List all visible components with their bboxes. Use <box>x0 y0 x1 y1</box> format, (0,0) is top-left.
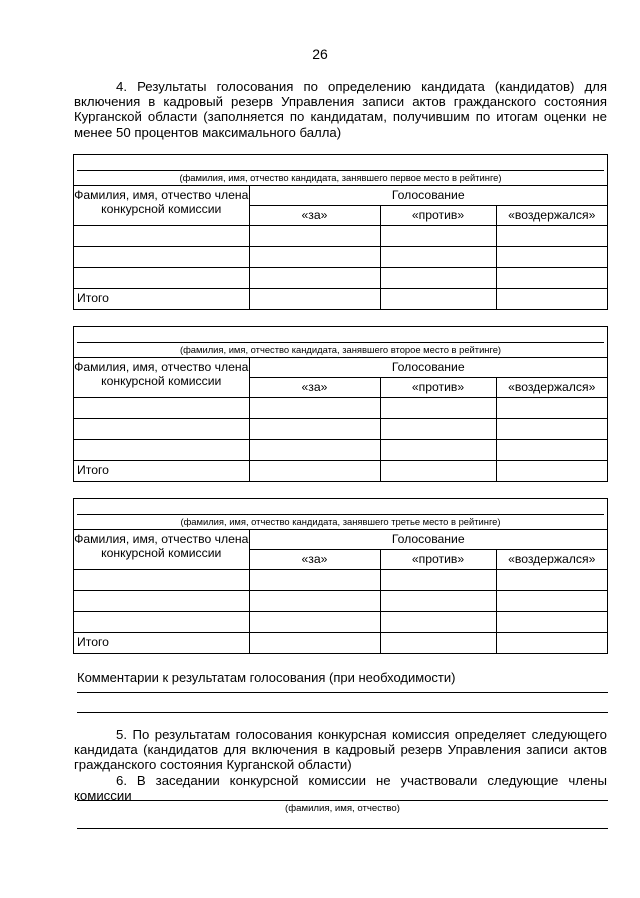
col-abstain: «воздержался» <box>496 550 607 570</box>
member-cell[interactable] <box>74 247 249 268</box>
comments-label: Комментарии к результатам голосования (при необходимости) <box>77 670 456 685</box>
abstain-cell[interactable] <box>496 419 607 440</box>
against-cell[interactable] <box>380 226 496 247</box>
total-for-cell[interactable] <box>249 289 380 310</box>
total-row <box>74 461 607 482</box>
voting-table-3 <box>73 498 608 654</box>
candidate-caption-3: (фамилия, имя, отчество кандидата, занявшего третье место в рейтинге) <box>74 515 607 530</box>
against-cell[interactable] <box>380 440 496 461</box>
total-row <box>74 289 607 310</box>
for-cell[interactable] <box>249 226 380 247</box>
col-abstain: «воздержался» <box>496 206 607 226</box>
member-header: Фамилия, имя, отчество члена конкурсной комиссии <box>74 186 249 226</box>
comments-line-2[interactable] <box>77 712 608 713</box>
for-cell[interactable] <box>249 570 380 591</box>
against-cell[interactable] <box>380 398 496 419</box>
table-row <box>74 440 607 461</box>
table-row <box>74 268 607 289</box>
col-for: «за» <box>249 206 380 226</box>
member-header: Фамилия, имя, отчество члена конкурсной комиссии <box>74 530 249 570</box>
abstain-cell[interactable] <box>496 570 607 591</box>
total-for-cell[interactable] <box>249 461 380 482</box>
col-for: «за» <box>249 550 380 570</box>
member-cell[interactable] <box>74 268 249 289</box>
vote-header: Голосование <box>249 358 607 378</box>
total-abstain-cell[interactable] <box>496 461 607 482</box>
against-cell[interactable] <box>380 591 496 612</box>
vote-header: Голосование <box>249 530 607 550</box>
table-row <box>74 612 607 633</box>
col-against: «против» <box>380 206 496 226</box>
table-row <box>74 591 607 612</box>
total-against-cell[interactable] <box>380 289 496 310</box>
against-cell[interactable] <box>380 419 496 440</box>
section-5-text: 5. По результатам голосования конкурсная комиссия определяет следующего кандидата (кандидатов для включения в кадровый резерв Управления записи актов гражданского состояния Курганской области) <box>74 727 607 773</box>
table-row <box>74 419 607 440</box>
against-cell[interactable] <box>380 247 496 268</box>
member-cell[interactable] <box>74 612 249 633</box>
member-cell[interactable] <box>74 419 249 440</box>
voting-table-2 <box>73 326 608 482</box>
abstain-cell[interactable] <box>496 226 607 247</box>
col-against: «против» <box>380 378 496 398</box>
against-cell[interactable] <box>380 268 496 289</box>
abstain-cell[interactable] <box>496 591 607 612</box>
candidate-name-field-1[interactable] <box>74 155 607 171</box>
vote-header: Голосование <box>249 186 607 206</box>
member-cell[interactable] <box>74 226 249 247</box>
table-row <box>74 570 607 591</box>
table-row <box>74 398 607 419</box>
for-cell[interactable] <box>249 591 380 612</box>
for-cell[interactable] <box>249 247 380 268</box>
table-row <box>74 247 607 268</box>
candidate-caption-1: (фамилия, имя, отчество кандидата, занявшего первое место в рейтинге) <box>74 171 607 186</box>
comments-line-1[interactable] <box>77 692 608 693</box>
total-abstain-cell[interactable] <box>496 633 607 654</box>
abstain-cell[interactable] <box>496 398 607 419</box>
absent-members-line-2[interactable] <box>77 828 608 829</box>
candidate-caption-2: (фамилия, имя, отчество кандидата, занявшего второе место в рейтинге) <box>74 343 607 358</box>
candidate-name-field-2[interactable] <box>74 327 607 343</box>
candidate-name-field-3[interactable] <box>74 499 607 515</box>
for-cell[interactable] <box>249 268 380 289</box>
total-label: Итого <box>74 289 249 310</box>
member-cell[interactable] <box>74 570 249 591</box>
page-number: 26 <box>312 46 328 62</box>
total-abstain-cell[interactable] <box>496 289 607 310</box>
total-against-cell[interactable] <box>380 633 496 654</box>
abstain-cell[interactable] <box>496 440 607 461</box>
member-cell[interactable] <box>74 440 249 461</box>
total-row <box>74 633 607 654</box>
section-4-text: 4. Результаты голосования по определению кандидата (кандидатов) для включения в кадровый резерв Управления записи актов гражданского состояния Курганской области (заполняется по кандидатам, получившим по итогам оценки не менее 50 процентов максимального балла) <box>74 79 607 140</box>
total-label: Итого <box>74 633 249 654</box>
for-cell[interactable] <box>249 612 380 633</box>
for-cell[interactable] <box>249 440 380 461</box>
against-cell[interactable] <box>380 570 496 591</box>
against-cell[interactable] <box>380 612 496 633</box>
abstain-cell[interactable] <box>496 247 607 268</box>
total-for-cell[interactable] <box>249 633 380 654</box>
col-against: «против» <box>380 550 496 570</box>
col-for: «за» <box>249 378 380 398</box>
abstain-cell[interactable] <box>496 268 607 289</box>
for-cell[interactable] <box>249 398 380 419</box>
table-row <box>74 226 607 247</box>
member-cell[interactable] <box>74 398 249 419</box>
absent-members-line-1[interactable] <box>77 800 608 801</box>
total-against-cell[interactable] <box>380 461 496 482</box>
member-cell[interactable] <box>74 591 249 612</box>
abstain-cell[interactable] <box>496 612 607 633</box>
section-6-text: 6. В заседании конкурсной комиссии не участвовали следующие члены комиссии <box>74 773 607 804</box>
voting-table-1 <box>73 154 608 310</box>
total-label: Итого <box>74 461 249 482</box>
col-abstain: «воздержался» <box>496 378 607 398</box>
absent-members-caption: (фамилия, имя, отчество) <box>285 803 400 814</box>
for-cell[interactable] <box>249 419 380 440</box>
member-header: Фамилия, имя, отчество члена конкурсной комиссии <box>74 358 249 398</box>
